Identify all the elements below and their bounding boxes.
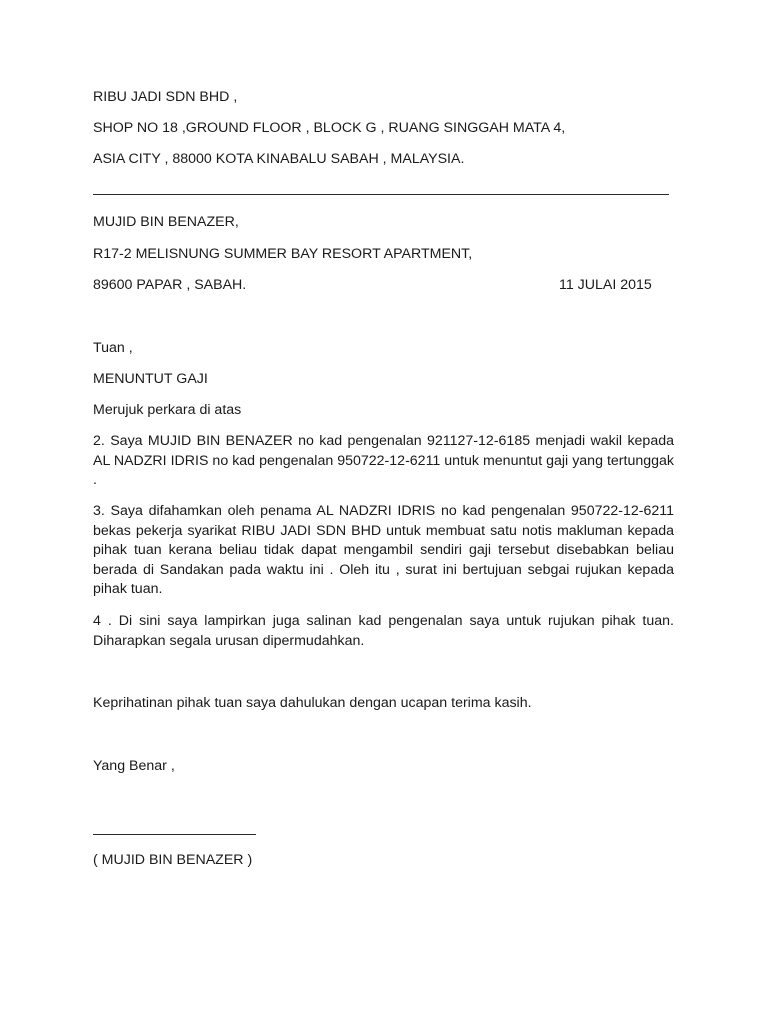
- paragraph-3: 3. Saya difahamkan oleh penama AL NADZRI IDRIS no kad pengenalan 950722-12-6211 bekas pekerja syarikat RIBU JADI SDN BHD untuk membuat satu notis makluman kepada pihak tuan kerana beliau tidak dapat mengambil sendiri gaji tersebut disebabkan beliau berada di Sandakan pada waktu ini . Oleh itu , surat ini bertujuan sebgai rujukan kepada pihak tuan.: [93, 503, 674, 597]
- recipient-address-line-2: 89600 PAPAR , SABAH.: [93, 277, 247, 293]
- sender-address-line-1: SHOP NO 18 ,GROUND FLOOR , BLOCK G , RUANG SINGGAH MATA 4,: [93, 120, 566, 136]
- reference-line: Merujuk perkara di atas: [93, 402, 242, 418]
- salutation: Tuan ,: [93, 340, 133, 356]
- closing-thanks: Keprihatinan pihak tuan saya dahulukan dengan ucapan terima kasih.: [93, 695, 532, 711]
- recipient-address-line-1: R17-2 MELISNUNG SUMMER BAY RESORT APARTMENT,: [93, 246, 473, 262]
- signature-name: ( MUJID BIN BENAZER ): [93, 852, 253, 868]
- subject-heading: MENUNTUT GAJI: [93, 371, 208, 387]
- paragraph-2: 2. Saya MUJID BIN BENAZER no kad pengenalan 921127-12-6185 menjadi wakil kepada AL NADZRI IDRIS no kad pengenalan 950722-12-6211 untuk menuntut gaji yang tertunggak .: [93, 433, 674, 488]
- paragraph-4: 4 . Di sini saya lampirkan juga salinan kad pengenalan saya untuk rujukan pihak tuan. Diharapkan segala urusan dipermudahkan.: [93, 613, 674, 649]
- recipient-name: MUJID BIN BENAZER,: [93, 214, 239, 230]
- sender-company: RIBU JADI SDN BHD ,: [93, 89, 238, 105]
- sender-address-line-2: ASIA CITY , 88000 KOTA KINABALU SABAH , MALAYSIA.: [93, 151, 465, 167]
- header-divider: [93, 194, 669, 195]
- signature-line: [93, 834, 256, 835]
- closing-remark: Yang Benar ,: [93, 758, 175, 774]
- letter-date: 11 JULAI 2015: [559, 277, 652, 293]
